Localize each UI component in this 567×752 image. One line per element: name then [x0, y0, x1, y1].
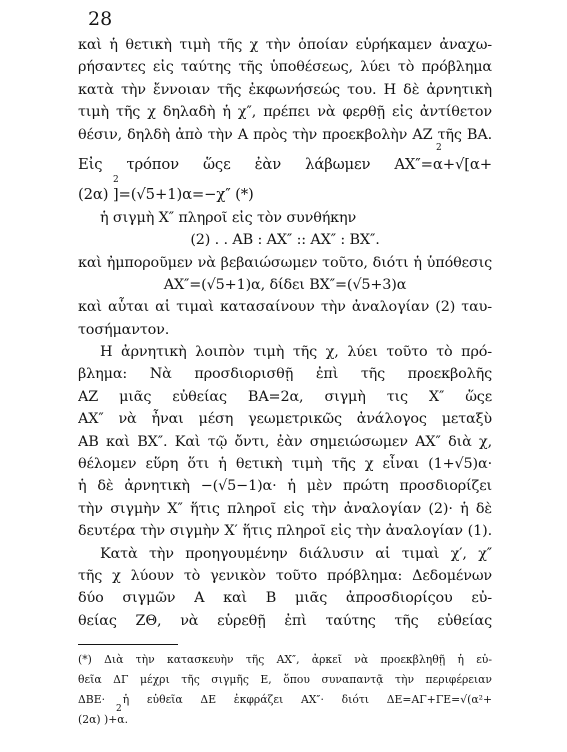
text-line: θέσιν, δηλδὴ ἀπὸ τὴν Α πρὸς τὴν προεκβολὴν ΑΖ τῆς ΒΑ.: [78, 126, 492, 143]
paragraph-start: Η ἀρνητικὴ λοιπὸν τιμὴ τῆς χ, λύει τοῦτο τὸ πρό-: [100, 344, 492, 361]
footnotes: [78, 650, 492, 730]
paragraph-start: Κατὰ τὴν προηγουμένην διάλυσιν αἱ τιμαὶ χ′, χ″: [100, 545, 492, 562]
proportion-line: (2) . . ΑΒ : ΑΧ″ :: ΑΧ″ : ΒΧ″.: [190, 232, 380, 249]
text-line: δύο σιγμῶν Α καὶ Β μιᾶς ἀπροσδιορίςου εὐ-: [78, 590, 492, 607]
text-line: ΑΒ καὶ ΒΧ″. Καὶ τῷ ὄντι, ἐὰν σημειώσωμεν ΑΧ″ διὰ χ,: [78, 433, 492, 450]
text-line: δευτέρα τὴν σιγμὴν Χ′ ἥτις πληροῖ εἰς τὴν ἀναλογίαν (1).: [78, 523, 492, 540]
footnote-line: (*) Διὰ τὴν κατασκευὴν τῆς ΑΧ″, ἀρκεῖ νὰ προεκβληθῇ ἡ εὐ-: [78, 653, 492, 666]
superscript: 2: [113, 175, 119, 185]
footnote-line: ΔΒΕ· ἡ εὐθεῖα ΔΕ ἐκφράζει ΑΧ″· διότι ΔΕ=ΑΓ+ΓΕ=√(α²+: [78, 693, 492, 706]
text-line: καὶ ἡ θετικὴ τιμὴ τῆς χ τὴν ὁποίαν εὑρήκαμεν ἀναχω-: [78, 37, 492, 53]
text-line: τιμὴ τῆς χ δηλαδὴ ἡ χ″, πρέπει νὰ φερθῇ εἰς ἀντίθετον: [78, 104, 492, 121]
footnote-line: θεῖα ΔΓ μέχρι τῆς σιγμῆς Ε, ὅπου συναπαντᾷ τὴν περιφέρειαν: [78, 673, 492, 686]
text-line: ρήσαντες εἰς ταύτης τῆς ὑποθέσεως, λύει τὸ πρόβλημα: [78, 59, 492, 76]
page-body: [78, 34, 492, 632]
text-line: καὶ αὗται αἱ τιμαὶ κατασαίνουν τὴν ἀναλογίαν (2) ταυ-: [78, 299, 492, 316]
footnote-line: (2α) )+α.: [78, 713, 128, 726]
text-line: καὶ ἠμποροῦμεν νὰ βεβαιώσωμεν τοῦτο, διότι ἡ ὑπόθεσις: [78, 254, 492, 271]
text-line: τὴν σιγμὴν Χ″ ἥτις πληροῖ εἰς τὴν ἀναλογίαν (2)· ἡ δὲ: [78, 500, 492, 517]
footnote-rule: [78, 644, 178, 645]
page-number: 28: [88, 8, 113, 30]
text-line: θέλομεν εὕρη ὅτι ἡ θετικὴ τιμὴ τῆς χ εἶναι (1+√5)α·: [78, 456, 492, 473]
text-line: ΑΧ″ νὰ ἦναι μέση γεωμετρικῶς ἀνάλογος μεταξὺ: [78, 411, 492, 428]
superscript: 2: [436, 143, 442, 153]
equation-line: ΑΧ″=(√5+1)α, δίδει ΒΧ″=(√5+3)α: [163, 276, 407, 293]
text-line: βλημα: Νὰ προσδιορισθῇ ἐπὶ τῆς προεκβολῆς: [78, 366, 492, 383]
superscript: 2: [116, 704, 122, 714]
equation-line: Εἰς τρόπον ὥςε ἐὰν λάβωμεν ΑΧ″=α+√[α+: [78, 155, 492, 173]
text-line: τοσήμαντον.: [78, 321, 170, 338]
equation-line: (2α) ]=(√5+1)α=−χ″ (*): [78, 186, 254, 204]
text-line: ἡ δὲ ἀρνητικὴ −(√5−1)α· ἡ μὲν πρώτη προσδιορίζει: [78, 478, 492, 495]
text-line: ἡ σιγμὴ Χ″ πληροῖ εἰς τὸν συνθήκην: [100, 209, 357, 226]
text-line: τῆς χ λύουν τὸ γενικὸν τοῦτο πρόβλημα: Δεδομένων: [78, 567, 492, 584]
text-line: ΑΖ μιᾶς εὐθείας ΒΑ=2α, σιγμὴ τις Χ″ ὥςε: [78, 388, 492, 405]
text-line: θείας ΖΘ, νὰ εὑρεθῇ ἐπὶ ταύτης τῆς εὐθείας: [78, 612, 492, 629]
text-line: κατὰ τὴν ἔννοιαν τῆς ἐκφωνήσεώς του. Η δὲ ἀρνητικὴ: [78, 81, 492, 98]
